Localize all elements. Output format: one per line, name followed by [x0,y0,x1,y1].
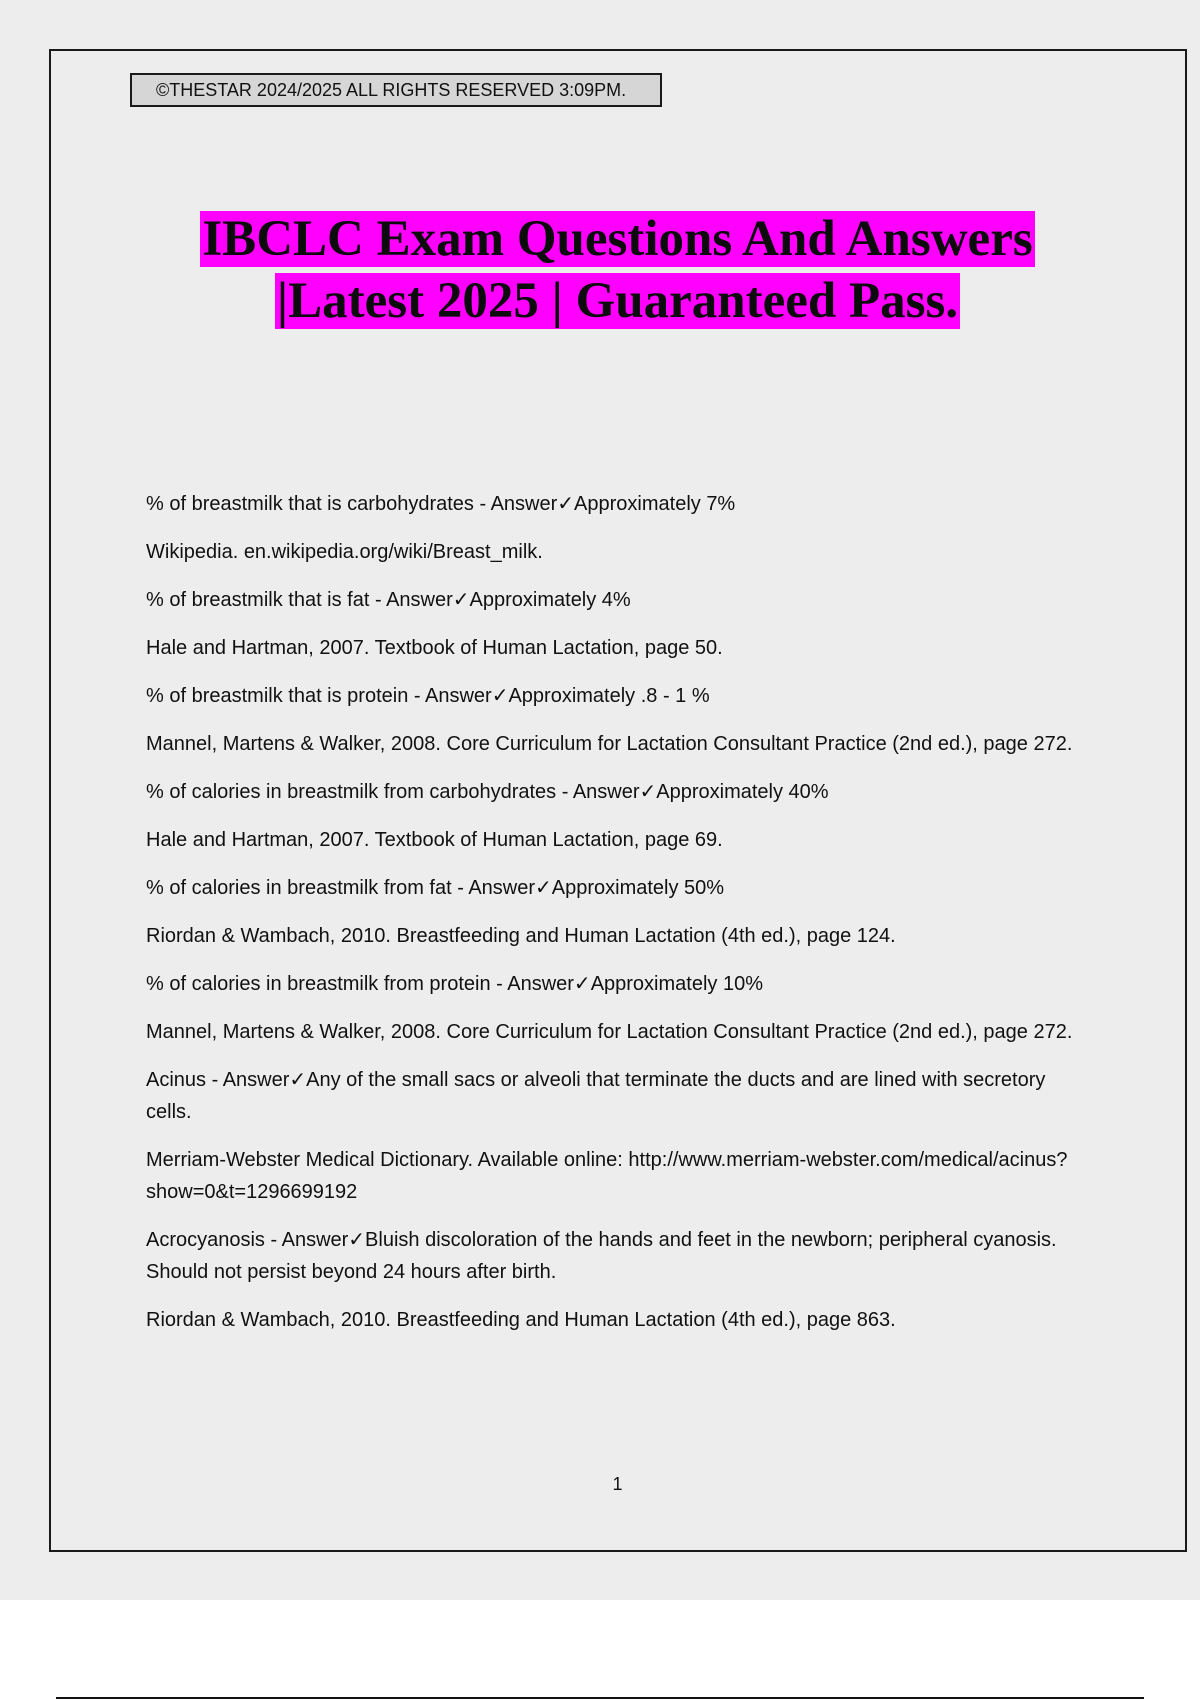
qa-paragraph: Riordan & Wambach, 2010. Breastfeeding and Human Lactation (4th ed.), page 124. [146,925,896,947]
qa-paragraph: % of breastmilk that is fat - Answer✓Approximately 4% [146,589,631,611]
qa-paragraph: Merriam-Webster Medical Dictionary. Available online: http://www.merriam-webster.com/medical/acinus?show=0&t=1296699192 [146,1149,1068,1203]
page-number: 1 [612,1474,623,1494]
qa-paragraph: % of breastmilk that is protein - Answer✓Approximately .8 - 1 % [146,685,710,707]
qa-paragraph: Wikipedia. en.wikipedia.org/wiki/Breast_milk. [146,541,543,563]
title-line-1: IBCLC Exam Questions And Answers [202,211,1033,267]
copyright-header: ©THESTAR 2024/2025 ALL RIGHTS RESERVED 3:09PM. [130,73,662,107]
qa-paragraph: % of calories in breastmilk from fat - Answer✓Approximately 50% [146,877,725,899]
qa-paragraph: Mannel, Martens & Walker, 2008. Core Curriculum for Lactation Consultant Practice (2nd ed.), page 272. [146,1021,1073,1043]
qa-content [146,488,1086,1352]
qa-paragraph: Acinus - Answer✓Any of the small sacs or alveoli that terminate the ducts and are lined with secretory cells. [146,1069,1046,1123]
qa-paragraph: Acrocyanosis - Answer✓Bluish discoloration of the hands and feet in the newborn; peripheral cyanosis. Should not persist beyond 24 hours after birth. [146,1229,1057,1283]
title-line-2: |Latest 2025 | Guaranteed Pass. [276,273,959,329]
qa-paragraph: % of breastmilk that is carbohydrates - Answer✓Approximately 7% [146,493,736,515]
qa-paragraph: % of calories in breastmilk from protein - Answer✓Approximately 10% [146,973,763,995]
qa-paragraph: % of calories in breastmilk from carbohydrates - Answer✓Approximately 40% [146,781,829,803]
qa-paragraph: Mannel, Martens & Walker, 2008. Core Curriculum for Lactation Consultant Practice (2nd ed.), page 272. [146,733,1073,755]
qa-paragraph: Hale and Hartman, 2007. Textbook of Human Lactation, page 69. [146,829,723,851]
document-title [60,208,1175,332]
qa-paragraph: Hale and Hartman, 2007. Textbook of Human Lactation, page 50. [146,637,723,659]
next-page-top-rule [56,1697,1144,1699]
qa-paragraph: Riordan & Wambach, 2010. Breastfeeding and Human Lactation (4th ed.), page 863. [146,1309,896,1331]
